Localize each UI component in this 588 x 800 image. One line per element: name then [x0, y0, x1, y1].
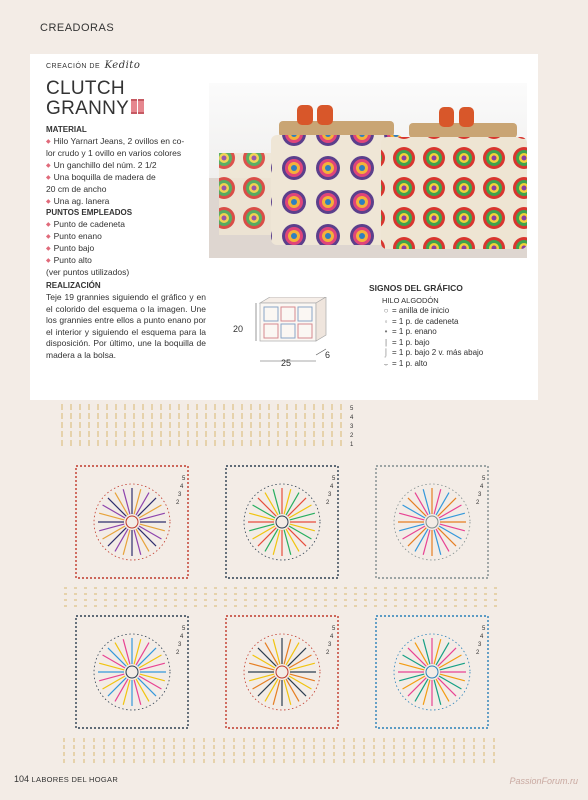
- article-title: [46, 79, 145, 119]
- material-heading: MATERIAL: [46, 125, 87, 134]
- title-line-2: GRANNY: [46, 98, 130, 120]
- round-label: 2: [326, 650, 330, 656]
- symbols-title: SIGNOS DEL GRÁFICO: [369, 283, 463, 293]
- double-crochet-icon: ⨪: [383, 358, 389, 368]
- puntos-item: ◆ Punto alto: [46, 255, 216, 267]
- round-label: 3: [178, 642, 182, 648]
- material-item: ◆ Un ganchillo del núm. 2 1/2: [46, 160, 216, 172]
- clutch-photo: [209, 83, 527, 258]
- round-label: 4: [180, 484, 184, 490]
- material-item: ◆ Una boquilla de madera de: [46, 172, 216, 184]
- row-label: 5: [350, 406, 354, 412]
- material-item: lor crudo y 1 ovillo en varios colores: [46, 148, 182, 158]
- row-label: 2: [350, 433, 354, 439]
- dimension-height: 20: [233, 324, 244, 334]
- legend-item: ○ = anilla de inicio: [380, 306, 483, 317]
- round-label: 3: [328, 492, 332, 498]
- legend-item: • = 1 p. enano: [380, 327, 483, 338]
- round-label: 5: [332, 476, 336, 482]
- granny-square: [226, 616, 338, 728]
- ring-icon: ○: [383, 306, 389, 315]
- round-label: 4: [330, 634, 334, 640]
- round-label: 4: [480, 484, 484, 490]
- round-label: 2: [476, 500, 480, 506]
- puntos-list: [46, 219, 216, 279]
- round-label: 5: [332, 626, 336, 632]
- round-label: 3: [478, 642, 482, 648]
- symbols-subtitle: HILO ALGODÓN: [382, 296, 439, 305]
- symbols-legend: [380, 306, 483, 369]
- legend-item: ⨪ = 1 p. alto: [380, 359, 483, 370]
- round-label: 5: [182, 626, 186, 632]
- granny-square: [76, 616, 188, 728]
- round-label: 5: [482, 476, 486, 482]
- puntos-item: (ver puntos utilizados): [46, 267, 130, 277]
- material-item: 20 cm de ancho: [46, 184, 107, 194]
- material-item: ◆ Una ag. lanera: [46, 196, 216, 208]
- legend-item: | = 1 p. bajo: [380, 338, 483, 349]
- author-name: Kedito: [104, 60, 141, 71]
- increase-icon: ⌡: [383, 348, 389, 357]
- granny-square: [226, 466, 338, 578]
- section-label: CREADORAS: [40, 22, 115, 34]
- granny-square: [376, 466, 488, 578]
- puntos-item: ◆ Punto enano: [46, 231, 216, 243]
- round-label: 2: [176, 650, 180, 656]
- dimension-width: 25: [281, 358, 292, 368]
- realizacion-text: Teje 19 grannies siguiendo el gráfico y en el colorido del esquema o la imagen. Une los grannies entre ellos a punto enano por el interior y siguiendo el esquema para la disposición. Por último, une la boquilla de madera a la bolsa.: [46, 292, 206, 360]
- row-label: 4: [350, 415, 354, 421]
- title-line-1: CLUTCH: [46, 78, 125, 99]
- watermark: PassionForum.ru: [509, 776, 578, 786]
- row-label: 1: [350, 442, 354, 448]
- round-label: 5: [182, 476, 186, 482]
- puntos-item: ◆ Punto de cadeneta: [46, 219, 216, 231]
- material-item: ◆ Hilo Yarnart Jeans, 2 ovillos en co-: [46, 136, 216, 148]
- slip-stitch-icon: •: [384, 327, 388, 336]
- byline: [46, 60, 140, 71]
- crochet-chart: [58, 398, 518, 773]
- legend-item: ◦ = 1 p. de cadeneta: [380, 317, 483, 328]
- round-label: 4: [480, 634, 484, 640]
- magazine-name: LABORES DEL HOGAR: [31, 775, 119, 784]
- granny-square: [76, 466, 188, 578]
- round-label: 3: [328, 642, 332, 648]
- dimension-depth: 6: [325, 350, 331, 360]
- thread-spool-icon: [131, 99, 145, 119]
- round-label: 3: [178, 492, 182, 498]
- chain-icon: ◦: [384, 316, 388, 326]
- legend-item: ⌡ = 1 p. bajo 2 v. más abajo: [380, 348, 483, 359]
- round-label: 2: [176, 500, 180, 506]
- byline-prefix: CREACIÓN DE: [46, 63, 101, 70]
- granny-square: [376, 616, 488, 728]
- round-label: 4: [330, 484, 334, 490]
- single-crochet-icon: |: [384, 337, 388, 347]
- row-label: 3: [350, 424, 354, 430]
- page-footer: [14, 774, 118, 784]
- round-label: 3: [478, 492, 482, 498]
- puntos-heading: PUNTOS EMPLEADOS: [46, 208, 133, 217]
- puntos-item: ◆ Punto bajo: [46, 243, 216, 255]
- page-number: 104: [14, 774, 30, 784]
- round-label: 2: [326, 500, 330, 506]
- round-label: 2: [476, 650, 480, 656]
- realizacion-heading: REALIZACIÓN: [46, 281, 101, 290]
- material-list: [46, 136, 216, 208]
- round-label: 4: [180, 634, 184, 640]
- bag-dimensions-diagram: [250, 297, 336, 380]
- round-label: 5: [482, 626, 486, 632]
